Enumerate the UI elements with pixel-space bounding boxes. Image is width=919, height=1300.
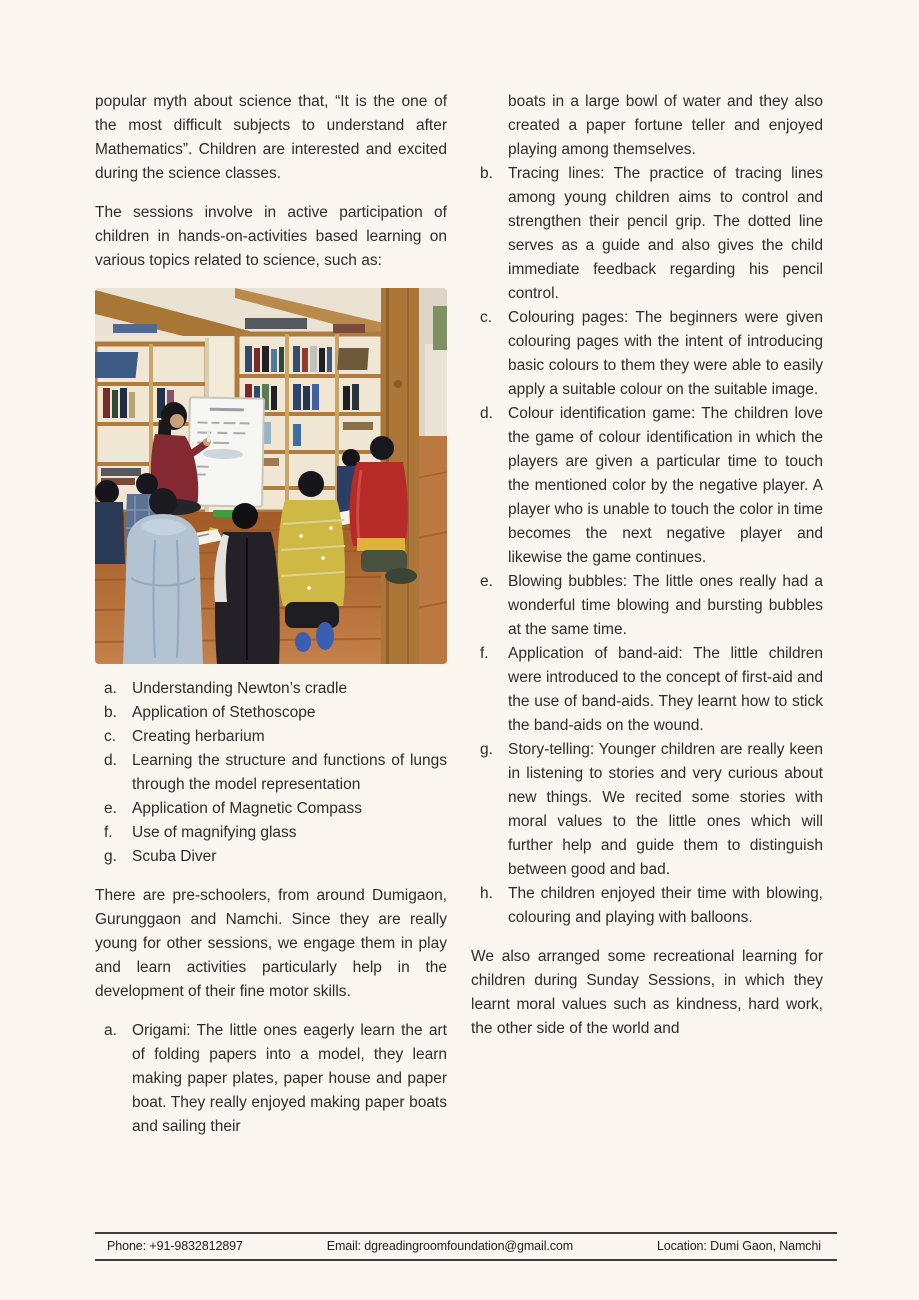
list-item: e. Blowing bubbles: The little ones really had a wonderful time blowing and bursting bubbles at the same time. [471, 570, 823, 642]
list-item: d. Colour identification game: The children love the game of colour identification in which the players are given a particular time to touch the mentioned color by the negative player. A player who is unable to touch the color in time becomes the next negative player and likewise the game continues. [471, 402, 823, 570]
list-marker: b. [480, 165, 493, 182]
list-marker: e. [104, 800, 117, 817]
science-activities-list [95, 677, 447, 869]
list-item: f. Use of magnifying glass [95, 821, 447, 845]
page-footer [95, 1232, 837, 1261]
list-item: e. Application of Magnetic Compass [95, 797, 447, 821]
list-item: f. Application of band-aid: The little children were introduced to the concept of first-aid and the use of band-aids. They learnt how to stick the band-aids on the wound. [471, 642, 823, 738]
paragraph-science-myth: popular myth about science that, “It is the one of the most difficult subjects to understand after Mathematics”. Children are interested and excited during the science classes. [95, 93, 447, 182]
list-marker: d. [480, 405, 493, 422]
list-marker: b. [104, 704, 117, 721]
left-column [95, 90, 447, 1154]
list-item: h. The children enjoyed their time with blowing, colouring and playing with balloons. [471, 882, 823, 930]
classroom-photo [95, 288, 447, 664]
list-item: b. Application of Stethoscope [95, 701, 447, 725]
list-item: c. Creating herbarium [95, 725, 447, 749]
list-item: g. Scuba Diver [95, 845, 447, 869]
paragraph-recreational-learning: We also arranged some recreational learning for children during Sunday Sessions, in which they learnt moral values such as kindness, hard work, the other side of the world and [471, 948, 823, 1037]
list-marker: d. [104, 752, 117, 769]
footer-phone: Phone: +91-9832812897 [107, 1239, 243, 1253]
list-marker: h. [480, 885, 493, 902]
list-item: b. Tracing lines: The practice of tracing lines among young children aims to control and strengthen their pencil grip. The dotted line serves as a guide and also gives the child immediate feedback regarding his pencil control. [471, 162, 823, 306]
list-item-continuation: boats in a large bowl of water and they also created a paper fortune teller and enjoyed playing among themselves. [471, 90, 823, 162]
page-body [95, 90, 823, 1154]
list-marker: g. [480, 741, 493, 758]
list-marker-empty [471, 90, 508, 162]
list-item: c. Colouring pages: The beginners were given colouring pages with the intent of introducing basic colours to them they were able to easily apply a suitable colour on the suitable image. [471, 306, 823, 402]
right-column [471, 90, 823, 1154]
list-marker: a. [104, 680, 117, 697]
list-marker: f. [480, 645, 489, 662]
list-item: g. Story-telling: Younger children are really keen in listening to stories and very curious about new things. We recited some stories with moral values to the little ones which will further help and guide them to distinguish between good and bad. [471, 738, 823, 882]
footer-location: Location: Dumi Gaon, Namchi [656, 1239, 821, 1253]
list-item: a. Understanding Newton’s cradle [95, 677, 447, 701]
paragraph-preschoolers: There are pre-schoolers, from around Dumigaon, Gurunggaon and Namchi. Since they are really young for other sessions, we engage them in play and learn activities particularly help in the development of their fine motor skills. [95, 887, 447, 1000]
list-item: d. Learning the structure and functions of lungs through the model representation [95, 749, 447, 797]
doorway [417, 288, 447, 664]
list-marker: g. [104, 848, 117, 865]
classroom-photo-illustration [95, 288, 447, 664]
footer-email: Email: dgreadingroomfoundation@gmail.com [326, 1239, 574, 1253]
list-marker: c. [480, 309, 493, 326]
list-marker: c. [104, 728, 117, 745]
paragraph-sessions-intro: The sessions involve in active participation of children in hands-on-activities based learning on various topics related to science, such as: [95, 204, 447, 269]
list-marker: e. [480, 573, 493, 590]
play-learn-list [95, 1019, 447, 1139]
list-marker: a. [104, 1022, 117, 1039]
list-item: a. Origami: The little ones eagerly learn the art of folding papers into a model, they learn making paper plates, paper house and paper boat. They really enjoyed making paper boats and sailing their [95, 1019, 447, 1139]
play-learn-list-continued [471, 90, 823, 930]
list-marker: f. [104, 824, 113, 841]
